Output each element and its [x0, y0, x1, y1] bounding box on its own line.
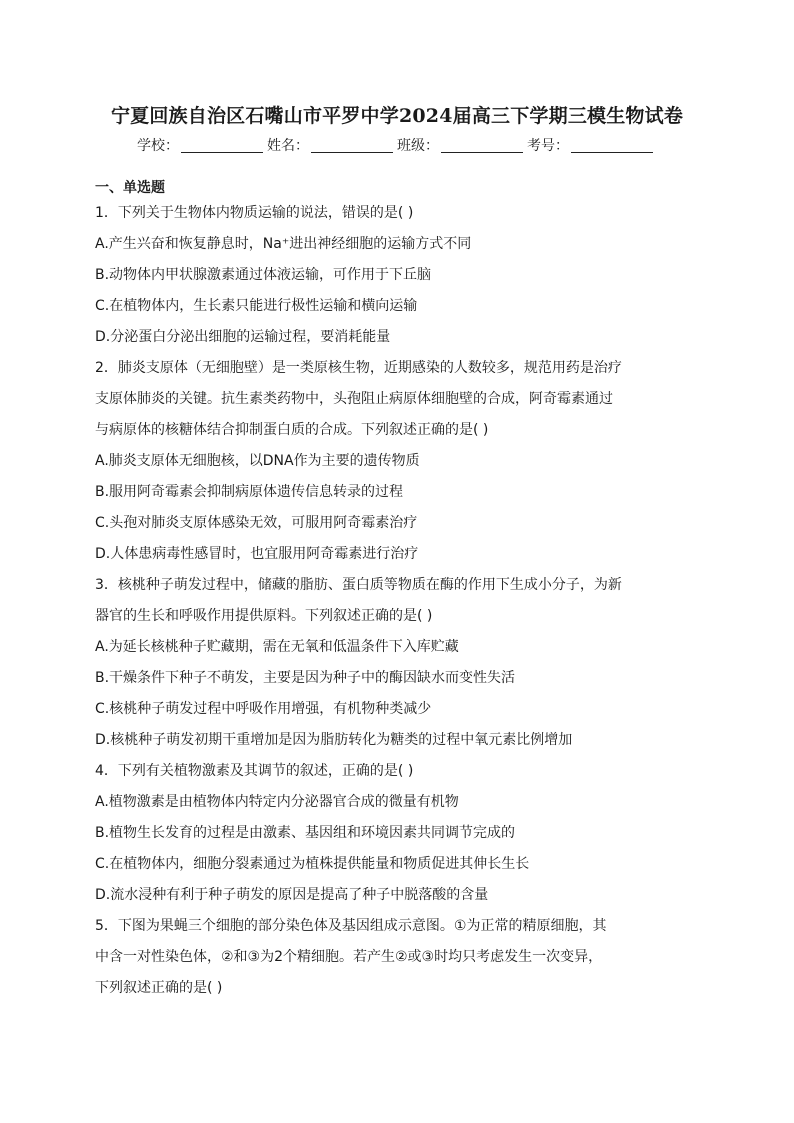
question-2-stem-line-1: 2．肺炎支原体（无细胞壁）是一类原核生物，近期感染的人数较多，规范用药是治疗: [95, 360, 622, 376]
question-4-option-a: A.植物激素是由植物体内特定内分泌器官合成的微量有机物: [95, 794, 459, 810]
class-label: 班级：: [397, 138, 439, 154]
question-3-option-b: B.干燥条件下种子不萌发，主要是因为种子中的酶因缺水而变性失活: [95, 670, 516, 686]
question-3-stem-line-1: 3．核桃种子萌发过程中，储藏的脂肪、蛋白质等物质在酶的作用下生成小分子，为新: [95, 577, 622, 593]
exam-number-blank: [571, 137, 653, 153]
question-5-stem-line-2: 中含一对性染色体，②和③为2个精细胞。若产生②或③时均只考虑发生一次变异，: [95, 949, 603, 965]
question-1-option-d: D.分泌蛋白分泌出细胞的运输过程，要消耗能量: [95, 329, 391, 345]
question-5-stem-line-3: 下列叙述正确的是( ): [95, 980, 223, 996]
student-info-row: [95, 136, 699, 156]
question-1-option-c: C.在植物体内，生长素只能进行极性运输和横向运输: [95, 298, 418, 314]
question-1-stem: 1．下列关于生物体内物质运输的说法，错误的是( ): [95, 205, 414, 221]
question-2-option-a: A.肺炎支原体无细胞核，以DNA作为主要的遗传物质: [95, 453, 420, 469]
question-2-option-d: D.人体患病毒性感冒时，也宜服用阿奇霉素进行治疗: [95, 546, 419, 562]
school-blank: [181, 137, 263, 153]
question-2-stem-line-2: 支原体肺炎的关键。抗生素类药物中，头孢阻止病原体细胞壁的合成，阿奇霉素通过: [95, 391, 613, 407]
question-3-option-a: A.为延长核桃种子贮藏期，需在无氧和低温条件下入库贮藏: [95, 639, 459, 655]
question-4-option-b: B.植物生长发育的过程是由激素、基因组和环境因素共同调节完成的: [95, 825, 516, 841]
section-heading: 一、单选题: [95, 180, 165, 196]
question-4-option-d: D.流水浸种有利于种子萌发的原因是提高了种子中脱落酸的含量: [95, 887, 489, 903]
exam-number-label: 考号：: [527, 138, 569, 154]
question-1-option-b: B.动物体内甲状腺激素通过体液运输，可作用于下丘脑: [95, 267, 432, 283]
question-2-stem-line-3: 与病原体的核糖体结合抑制蛋白质的合成。下列叙述正确的是( ): [95, 422, 489, 438]
question-2-option-c: C.头孢对肺炎支原体感染无效，可服用阿奇霉素治疗: [95, 515, 418, 531]
name-label: 姓名：: [267, 138, 309, 154]
name-blank: [311, 137, 393, 153]
school-label: 学校：: [137, 138, 179, 154]
question-1-option-a: A.产生兴奋和恢复静息时，Na⁺进出神经细胞的运输方式不同: [95, 236, 472, 252]
question-3-stem-line-2: 器官的生长和呼吸作用提供原料。下列叙述正确的是( ): [95, 608, 433, 624]
question-4-option-c: C.在植物体内，细胞分裂素通过为植株提供能量和物质促进其伸长生长: [95, 856, 530, 872]
question-2-option-b: B.服用阿奇霉素会抑制病原体遗传信息转录的过程: [95, 484, 404, 500]
class-blank: [441, 137, 523, 153]
question-3-option-c: C.核桃种子萌发过程中呼吸作用增强，有机物种类减少: [95, 701, 432, 717]
question-4-stem: 4．下列有关植物激素及其调节的叙述，正确的是( ): [95, 763, 414, 779]
question-3-option-d: D.核桃种子萌发初期干重增加是因为脂肪转化为糖类的过程中氧元素比例增加: [95, 732, 573, 748]
question-list: [95, 198, 699, 1004]
question-5-stem-line-1: 5．下图为果蝇三个细胞的部分染色体及基因组成示意图。①为正常的精原细胞，其: [95, 918, 607, 934]
exam-title: 宁夏回族自治区石嘴山市平罗中学2024届高三下学期三模生物试卷: [110, 105, 684, 127]
